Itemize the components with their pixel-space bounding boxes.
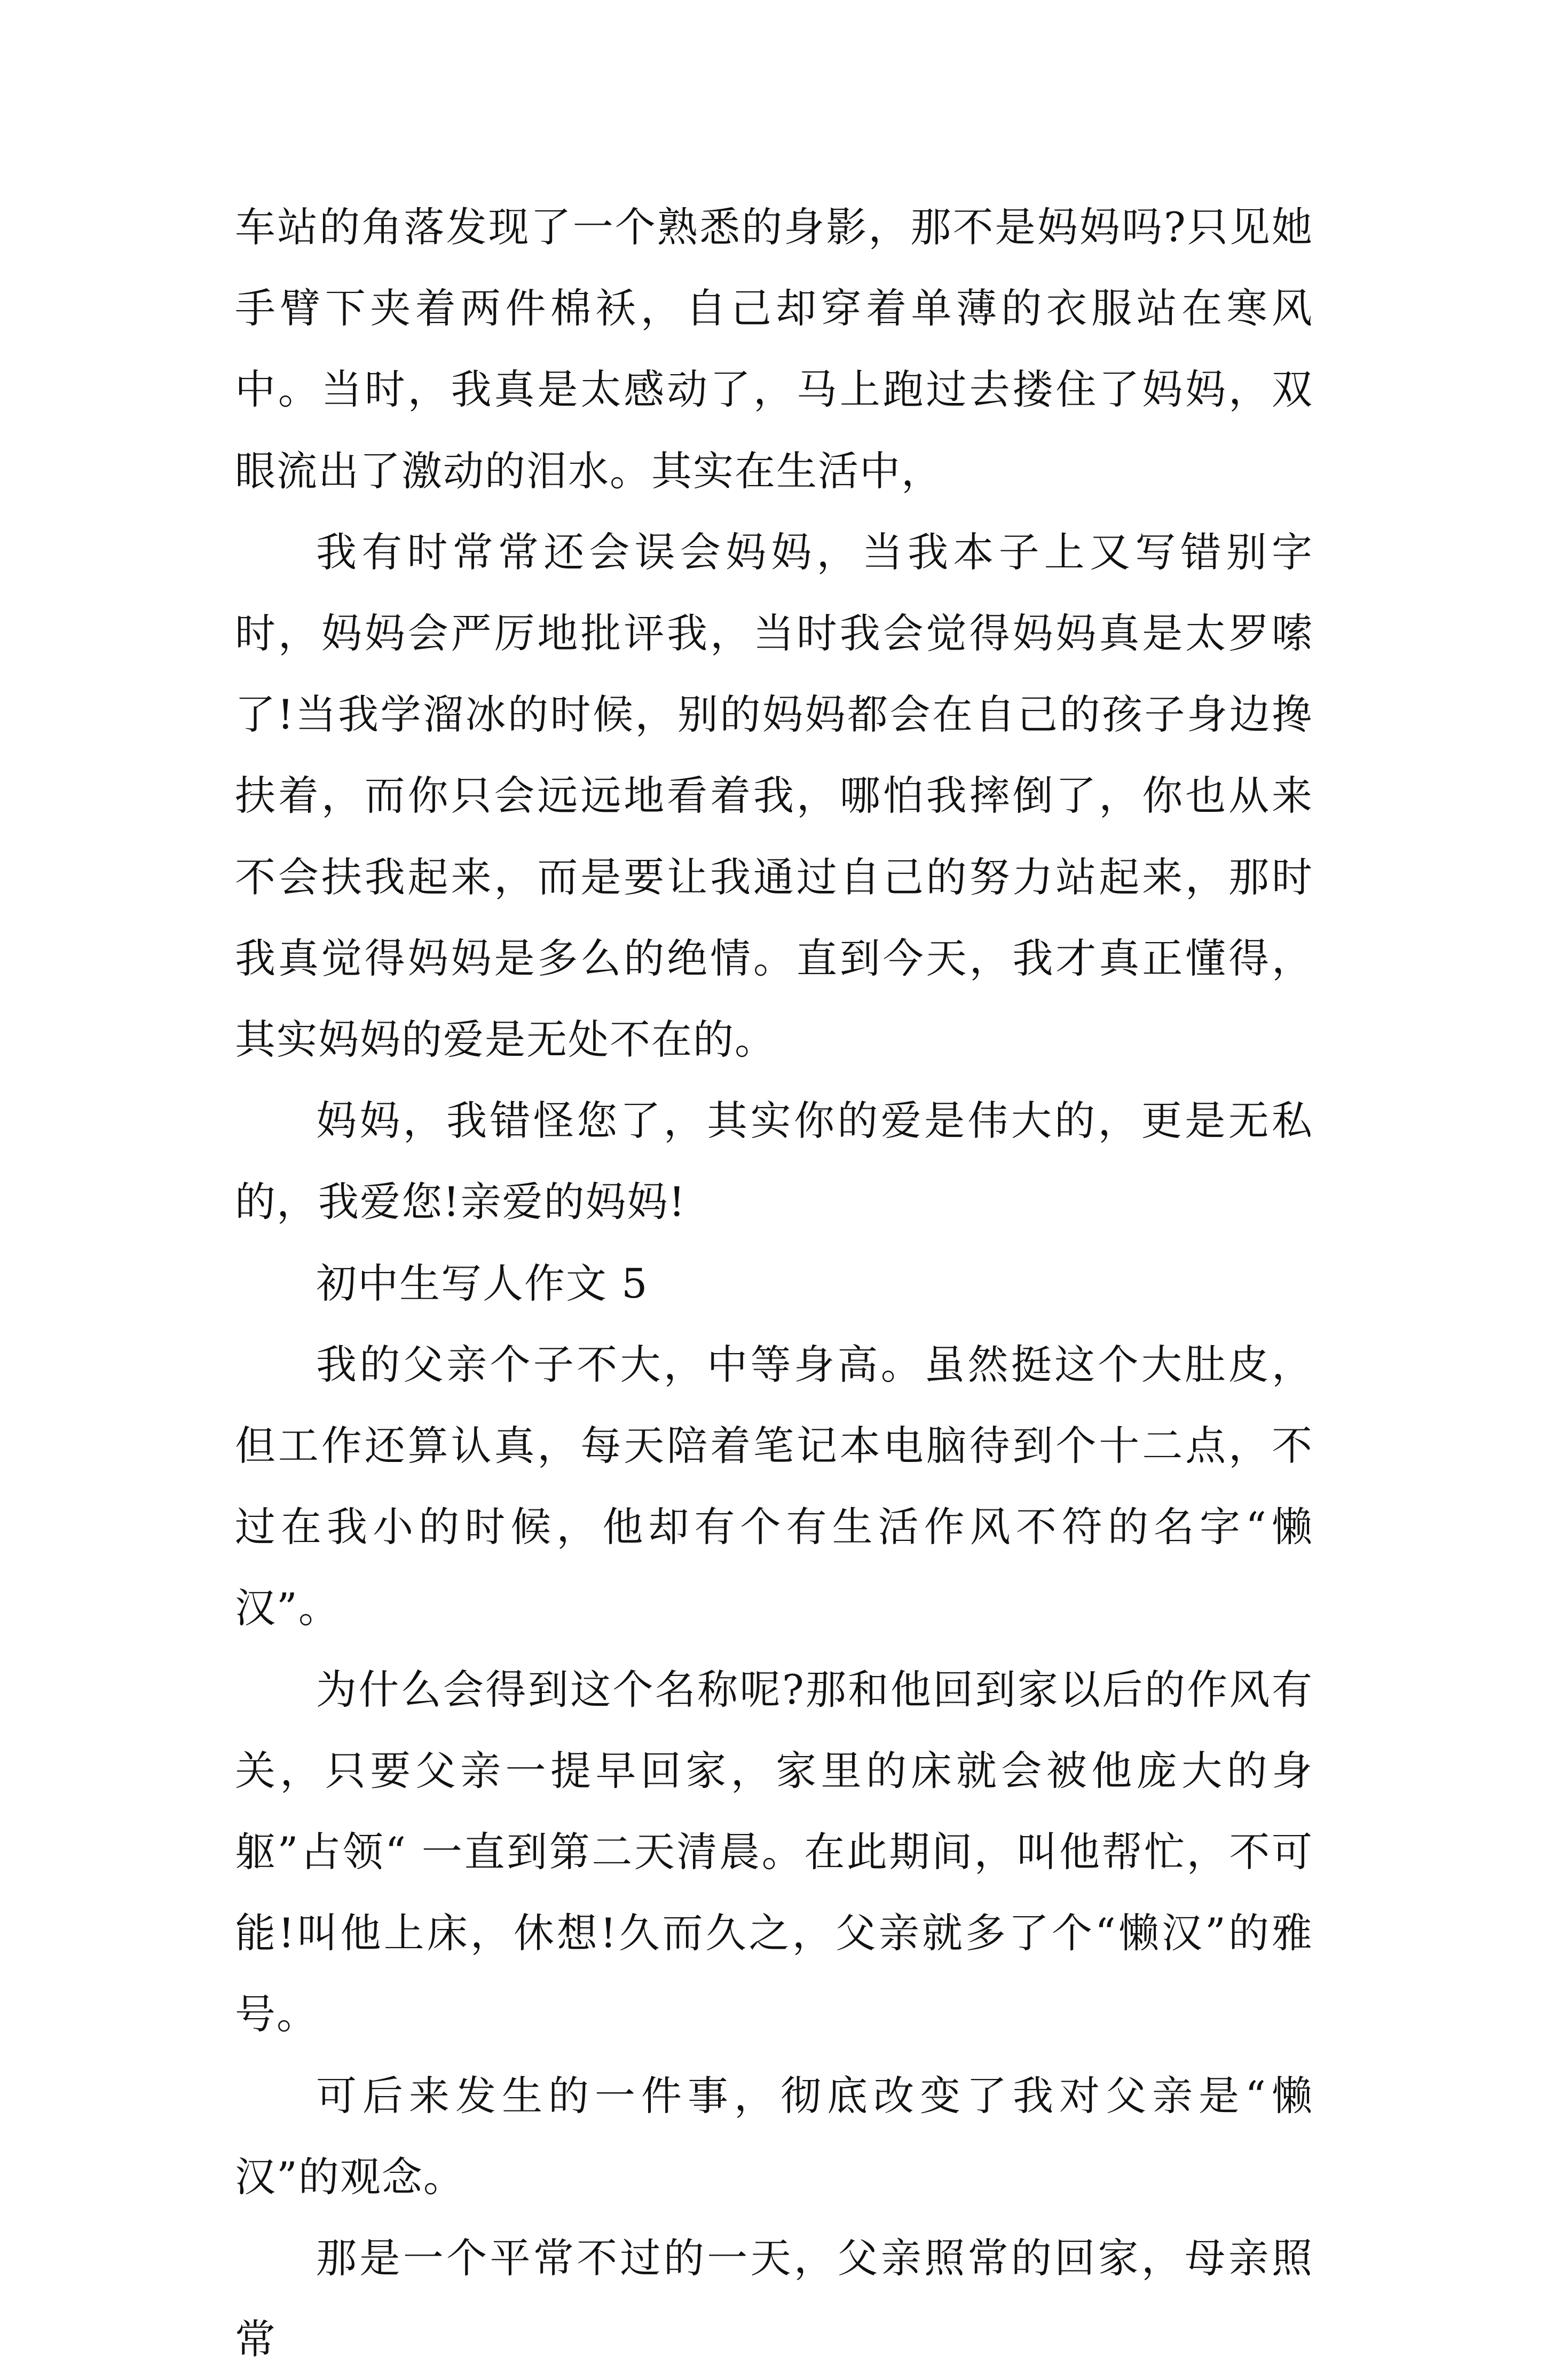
paragraph: 我有时常常还会误会妈妈，当我本子上又写错别字时，妈妈会严厉地批评我，当时我会觉得妈妈真是太罗嗦了!当我学溜冰的时候，别的妈妈都会在自己的孩子身边搀扶着，而你只会远远地看着我，哪怕我摔倒了，你也从来不会扶我起来，而是要让我通过自己的努力站起来，那时我真觉得妈妈是多么的绝情。直到今天，我才真正懂得，其实妈妈的爱是无处不在的。 xyxy=(235,528,1313,1064)
body-text xyxy=(235,187,1313,2380)
paragraph: 妈妈，我错怪您了，其实你的爱是伟大的，更是无私的，我爱您!亲爱的妈妈! xyxy=(235,1097,1313,1226)
paragraph: 为什么会得到这个名称呢?那和他回到家以后的作风有关，只要父亲一提早回家，家里的床就会被他庞大的身躯”占领“ 一直到第二天清晨。在此期间，叫他帮忙，不可能!叫他上床，休想!久而久之，父亲就多了个“懒汉”的雅号。 xyxy=(235,1665,1313,2038)
paragraph: 可后来发生的一件事，彻底改变了我对父亲是“懒汉”的观念。 xyxy=(235,2071,1313,2201)
section-heading: 初中生写人作文 5 xyxy=(316,1259,649,1307)
paragraph: 我的父亲个子不大，中等身高。虽然挺这个大肚皮，但工作还算认真，每天陪着笔记本电脑待到个十二点，不过在我小的时候，他却有个有生活作风不符的名字“懒汉”。 xyxy=(235,1340,1313,1632)
paragraph: 那是一个平常不过的一天，父亲照常的回家，母亲照常 xyxy=(235,2234,1313,2363)
paragraph-continued: 车站的角落发现了一个熟悉的身影，那不是妈妈吗?只见她手臂下夹着两件棉袄，自己却穿着单薄的衣服站在寒风中。当时，我真是太感动了，马上跑过去搂住了妈妈，双眼流出了激动的泪水。其实在生活中， xyxy=(235,203,1313,495)
